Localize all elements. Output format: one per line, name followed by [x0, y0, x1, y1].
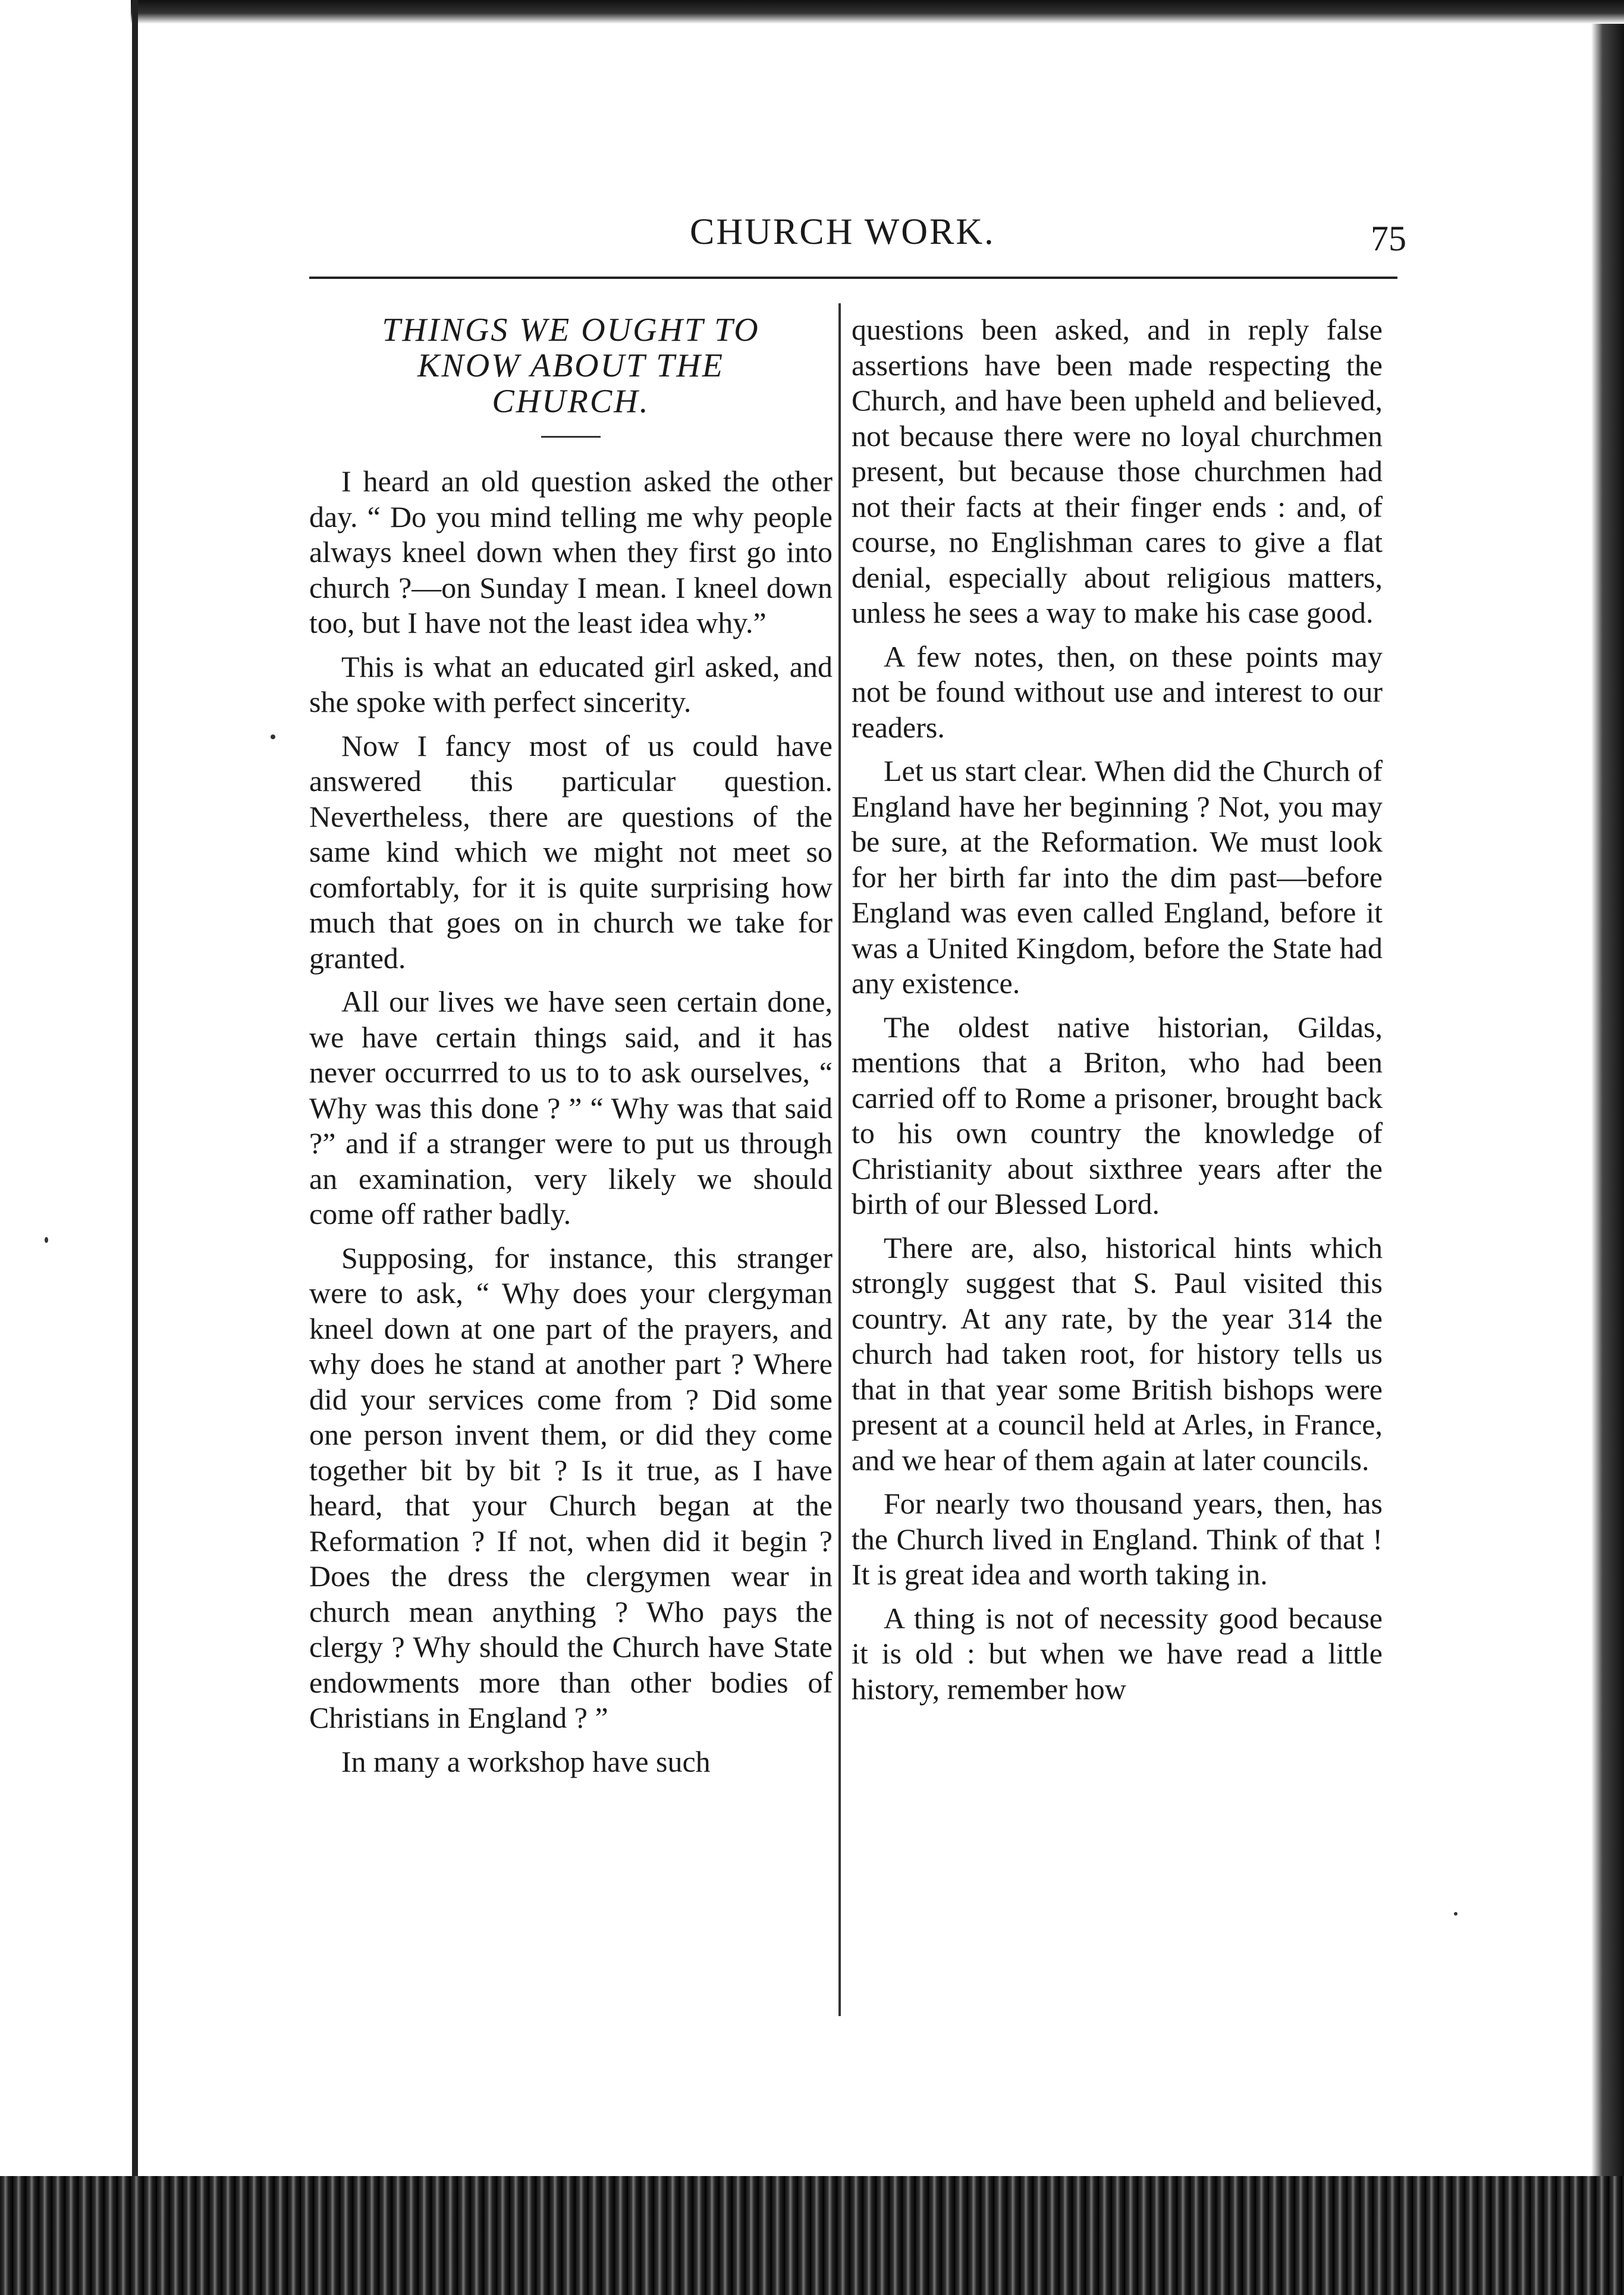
paragraph: I heard an old question asked the other day. “ Do you mind telling me why people always kneel down when they first go into church ?—on Sunday I mean. I kneel down too, but I have not the least idea why.”	[309, 464, 833, 639]
paragraph: A few notes, then, on these points may not be found without use and interest to our readers.	[852, 639, 1383, 744]
scan-speck	[45, 1237, 48, 1243]
left-column	[309, 312, 833, 1779]
page-number: 75	[1371, 219, 1406, 258]
paragraph: A thing is not of necessity good because it is old : but when we have read a little history, remember how	[852, 1601, 1383, 1706]
paragraph: Let us start clear. When did the Church of England have her beginning ? Not, you may be sure, at the Reformation. We must look for her birth far into the dim past—before England was even called England, before it was a United Kingdom, before the State had any existence.	[852, 754, 1383, 1000]
scan-speck	[271, 734, 275, 739]
paragraph: For nearly two thousand years, then, has the Church lived in England. Think of that ! It is great idea and worth taking in.	[852, 1487, 1383, 1591]
paragraph: Supposing, for instance, this stranger were to ask, “ Why does your clergyman kneel down at one part of the prayers, and why does he stand at another part ? Where did your services come from ? Did some one person invent them, or did they come together bit by bit ? Is it true, as I have heard, that your Church began at the Reformation ? If not, when did it begin ? Does the dress the clergymen wear in church mean anything ? Who pays the clergy ? Why should the Church have State endowments more than other bodies of Christians in England ? ”	[309, 1241, 833, 1734]
scan-edge-top	[131, 0, 1624, 24]
header-rule	[309, 277, 1397, 279]
paragraph: This is what an educated girl asked, and she spoke with perfect sincerity.	[309, 649, 833, 718]
column-rule	[838, 303, 841, 2016]
running-title: CHURCH WORK.	[690, 212, 995, 252]
paragraph: Now I fancy most of us could have answered this particular question. Nevertheless, there are questions of the same kind which we might not meet so comfortably, for it is quite surprising how much that goes on in church we take for granted.	[309, 729, 833, 975]
paragraph: All our lives we have seen certain done, we have certain things said, and it has never occurrred to us to to ask ourselves, “ Why was this done ? ” “ Why was that said ?” and if a stranger were to put us through an examination, very likely we should come off rather badly.	[309, 985, 833, 1230]
paragraph: In many a workshop have such	[341, 1744, 711, 1778]
article-title-line: THINGS WE OUGHT TO	[382, 312, 760, 349]
scan-edge-left	[132, 0, 138, 2200]
scan-edge-right	[1591, 24, 1624, 2295]
scan-speck	[1454, 1912, 1457, 1916]
paragraph: The oldest native historian, Gildas, mentions that a Briton, who had been carried off to Rome a prisoner, brought back to his own country the knowledge of Christianity about sixthree years after the birth of our Blessed Lord.	[852, 1010, 1383, 1220]
paragraph: There are, also, historical hints which strongly suggest that S. Paul visited this country. At any rate, by the year 314 the church had taken root, for history tells us that in that year some British bishops were present at a council held at Arles, in France, and we hear of them again at later councils.	[852, 1230, 1383, 1477]
right-column	[852, 312, 1383, 1707]
article-title-line: CHURCH.	[492, 383, 650, 420]
article-title-line: KNOW ABOUT THE	[417, 347, 724, 384]
paragraph: questions been asked, and in reply false assertions have been made respecting the Church, and have been upheld and believed, not because there were no loyal churchmen present, but because those churchmen had not their facts at their finger ends : and, of course, no Englishman cares to give a flat denial, especially about religious matters, unless he sees a way to make his case good.	[852, 313, 1383, 629]
running-head	[309, 211, 1499, 277]
scan-edge-bottom	[0, 2176, 1624, 2295]
title-rule	[541, 436, 601, 438]
article-title	[309, 312, 833, 419]
